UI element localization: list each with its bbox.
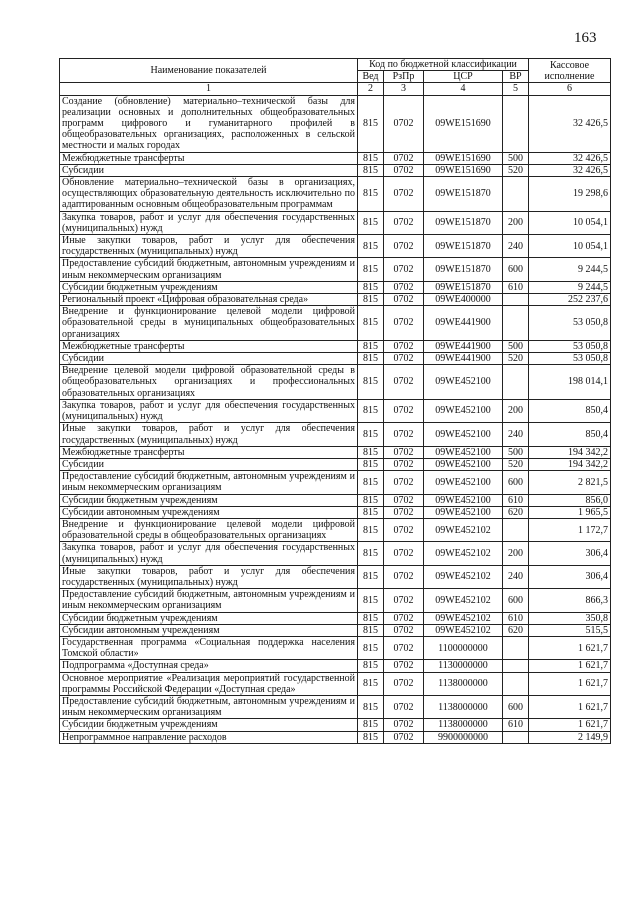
row-ved-cell: 815 <box>358 494 384 506</box>
row-name-cell: Внедрение и функционирование целевой модели цифровой образовательной среды в общеобразовательных организациях <box>60 518 358 541</box>
row-rzpr-cell: 0702 <box>384 612 424 624</box>
row-csr-cell: 1138000000 <box>424 672 503 695</box>
row-vr-cell: 500 <box>503 152 529 164</box>
row-vr-cell <box>503 365 529 400</box>
row-vr-cell: 200 <box>503 399 529 422</box>
row-name-cell: Предоставление субсидий бюджетным, автономным учреждениям и иным некоммерческим организациям <box>60 589 358 612</box>
row-vr-cell: 520 <box>503 353 529 365</box>
row-rzpr-cell: 0702 <box>384 719 424 731</box>
row-csr-cell: 09WE452100 <box>424 506 503 518</box>
row-name-cell: Закупка товаров, работ и услуг для обеспечения государственных (муниципальных) нужд <box>60 542 358 565</box>
row-name-cell: Субсидии <box>60 353 358 365</box>
row-name-cell: Обновление материально–технической базы в организациях, осуществляющих образовательную деятельность исключительно по адаптированным основным общеобразовательным программам <box>60 177 358 212</box>
table-row <box>60 365 611 400</box>
row-name-cell: Государственная программа «Социальная поддержка населения Томской области» <box>60 636 358 659</box>
row-csr-cell: 09WE452102 <box>424 565 503 588</box>
row-amount-cell: 194 342,2 <box>529 458 611 470</box>
row-csr-cell: 09WE151870 <box>424 211 503 234</box>
row-rzpr-cell: 0702 <box>384 399 424 422</box>
row-ved-cell: 815 <box>358 399 384 422</box>
row-ved-cell: 815 <box>358 235 384 258</box>
row-ved-cell: 815 <box>358 95 384 152</box>
row-vr-cell: 610 <box>503 612 529 624</box>
row-csr-cell: 09WE452102 <box>424 612 503 624</box>
header-vr: ВР <box>503 71 529 83</box>
table-row <box>60 95 611 152</box>
row-name-cell: Подпрограмма «Доступная среда» <box>60 660 358 672</box>
row-ved-cell: 815 <box>358 672 384 695</box>
column-index-row <box>60 83 611 95</box>
row-name-cell: Иные закупки товаров, работ и услуг для обеспечения государственных (муниципальных) нужд <box>60 423 358 446</box>
row-vr-cell <box>503 731 529 743</box>
row-csr-cell: 09WE452102 <box>424 518 503 541</box>
table-row <box>60 458 611 470</box>
row-vr-cell <box>503 636 529 659</box>
row-rzpr-cell: 0702 <box>384 731 424 743</box>
row-vr-cell <box>503 95 529 152</box>
row-csr-cell: 09WE400000 <box>424 294 503 306</box>
table-row <box>60 624 611 636</box>
row-ved-cell: 815 <box>358 458 384 470</box>
table-row <box>60 719 611 731</box>
row-rzpr-cell: 0702 <box>384 446 424 458</box>
row-csr-cell: 09WE452100 <box>424 423 503 446</box>
row-ved-cell: 815 <box>358 589 384 612</box>
row-csr-cell: 09WE151690 <box>424 95 503 152</box>
row-vr-cell <box>503 177 529 212</box>
row-rzpr-cell: 0702 <box>384 542 424 565</box>
row-ved-cell: 815 <box>358 446 384 458</box>
row-ved-cell: 815 <box>358 518 384 541</box>
table-row <box>60 281 611 293</box>
row-amount-cell: 850,4 <box>529 423 611 446</box>
row-vr-cell: 520 <box>503 164 529 176</box>
row-amount-cell: 10 054,1 <box>529 211 611 234</box>
table-row <box>60 164 611 176</box>
row-rzpr-cell: 0702 <box>384 506 424 518</box>
row-amount-cell: 32 426,5 <box>529 164 611 176</box>
row-ved-cell: 815 <box>358 340 384 352</box>
row-vr-cell: 500 <box>503 340 529 352</box>
row-vr-cell: 610 <box>503 719 529 731</box>
row-amount-cell: 32 426,5 <box>529 152 611 164</box>
table-row <box>60 471 611 494</box>
budget-table <box>59 58 611 744</box>
row-csr-cell: 09WE452100 <box>424 399 503 422</box>
row-amount-cell: 198 014,1 <box>529 365 611 400</box>
row-name-cell: Закупка товаров, работ и услуг для обеспечения государственных (муниципальных) нужд <box>60 399 358 422</box>
row-amount-cell: 32 426,5 <box>529 95 611 152</box>
header-name: Наименование показателей <box>60 59 358 83</box>
row-vr-cell: 200 <box>503 211 529 234</box>
row-vr-cell <box>503 660 529 672</box>
table-row <box>60 518 611 541</box>
row-csr-cell: 09WE151870 <box>424 258 503 281</box>
table-row <box>60 731 611 743</box>
row-amount-cell: 866,3 <box>529 589 611 612</box>
row-name-cell: Иные закупки товаров, работ и услуг для обеспечения государственных (муниципальных) нужд <box>60 565 358 588</box>
row-amount-cell: 2 821,5 <box>529 471 611 494</box>
table-row <box>60 494 611 506</box>
row-name-cell: Закупка товаров, работ и услуг для обеспечения государственных (муниципальных) нужд <box>60 211 358 234</box>
page-number: 163 <box>574 30 597 46</box>
row-amount-cell: 10 054,1 <box>529 235 611 258</box>
row-ved-cell: 815 <box>358 365 384 400</box>
table-row <box>60 446 611 458</box>
row-vr-cell: 620 <box>503 624 529 636</box>
row-vr-cell <box>503 672 529 695</box>
row-vr-cell: 600 <box>503 258 529 281</box>
row-csr-cell: 1138000000 <box>424 719 503 731</box>
row-rzpr-cell: 0702 <box>384 177 424 212</box>
row-amount-cell: 53 050,8 <box>529 353 611 365</box>
row-rzpr-cell: 0702 <box>384 494 424 506</box>
row-name-cell: Иные закупки товаров, работ и услуг для обеспечения государственных (муниципальных) нужд <box>60 235 358 258</box>
row-rzpr-cell: 0702 <box>384 235 424 258</box>
table-body <box>60 95 611 743</box>
row-rzpr-cell: 0702 <box>384 471 424 494</box>
table-row <box>60 235 611 258</box>
row-csr-cell: 1138000000 <box>424 695 503 718</box>
row-rzpr-cell: 0702 <box>384 306 424 341</box>
row-name-cell: Непрограммное направление расходов <box>60 731 358 743</box>
row-csr-cell: 09WE441900 <box>424 353 503 365</box>
row-vr-cell: 520 <box>503 458 529 470</box>
row-ved-cell: 815 <box>358 471 384 494</box>
row-rzpr-cell: 0702 <box>384 353 424 365</box>
row-name-cell: Создание (обновление) материально–технической базы для реализации основных и дополнительных общеобразовательных программ цифрового и гуманитарного профилей в общеобразовательных организациях, расположенных в сельской местности и малых городах <box>60 95 358 152</box>
header-rzpr: РзПр <box>384 71 424 83</box>
column-index: 1 <box>60 83 358 95</box>
row-amount-cell: 850,4 <box>529 399 611 422</box>
row-name-cell: Основное мероприятие «Реализация мероприятий государственной программы Российской Федерации «Доступная среда» <box>60 672 358 695</box>
row-name-cell: Межбюджетные трансферты <box>60 340 358 352</box>
row-amount-cell: 1 621,7 <box>529 660 611 672</box>
row-vr-cell: 240 <box>503 235 529 258</box>
row-vr-cell: 240 <box>503 565 529 588</box>
row-csr-cell: 09WE441900 <box>424 306 503 341</box>
row-csr-cell: 09WE452100 <box>424 446 503 458</box>
row-ved-cell: 815 <box>358 423 384 446</box>
table-row <box>60 177 611 212</box>
row-rzpr-cell: 0702 <box>384 365 424 400</box>
table-row <box>60 306 611 341</box>
row-ved-cell: 815 <box>358 306 384 341</box>
row-csr-cell: 09WE452102 <box>424 542 503 565</box>
row-rzpr-cell: 0702 <box>384 672 424 695</box>
row-vr-cell: 620 <box>503 506 529 518</box>
row-ved-cell: 815 <box>358 164 384 176</box>
row-amount-cell: 1 172,7 <box>529 518 611 541</box>
table-header <box>60 59 611 96</box>
row-rzpr-cell: 0702 <box>384 636 424 659</box>
row-ved-cell: 815 <box>358 152 384 164</box>
table-row <box>60 542 611 565</box>
table-row <box>60 565 611 588</box>
row-ved-cell: 815 <box>358 258 384 281</box>
row-vr-cell: 610 <box>503 281 529 293</box>
row-amount-cell: 19 298,6 <box>529 177 611 212</box>
row-amount-cell: 1 621,7 <box>529 695 611 718</box>
header-ved: Вед <box>358 71 384 83</box>
row-amount-cell: 1 621,7 <box>529 672 611 695</box>
row-ved-cell: 815 <box>358 281 384 293</box>
row-csr-cell: 1130000000 <box>424 660 503 672</box>
row-csr-cell: 09WE151870 <box>424 235 503 258</box>
row-name-cell: Региональный проект «Цифровая образовательная среда» <box>60 294 358 306</box>
row-vr-cell <box>503 518 529 541</box>
row-rzpr-cell: 0702 <box>384 695 424 718</box>
row-rzpr-cell: 0702 <box>384 458 424 470</box>
header-csr: ЦСР <box>424 71 503 83</box>
table-row <box>60 152 611 164</box>
row-csr-cell: 09WE452100 <box>424 365 503 400</box>
column-index: 5 <box>503 83 529 95</box>
table-row <box>60 660 611 672</box>
row-name-cell: Внедрение целевой модели цифровой образовательной среды в общеобразовательных организациях и профессиональных образовательных организациях <box>60 365 358 400</box>
row-csr-cell: 09WE452100 <box>424 471 503 494</box>
row-name-cell: Внедрение и функционирование целевой модели цифровой образовательной среды в муниципальных общеобразовательных организациях <box>60 306 358 341</box>
column-index: 4 <box>424 83 503 95</box>
row-name-cell: Субсидии бюджетным учреждениям <box>60 612 358 624</box>
row-ved-cell: 815 <box>358 719 384 731</box>
column-index: 6 <box>529 83 611 95</box>
row-rzpr-cell: 0702 <box>384 258 424 281</box>
table-row <box>60 589 611 612</box>
row-csr-cell: 09WE151870 <box>424 281 503 293</box>
row-ved-cell: 815 <box>358 565 384 588</box>
row-vr-cell: 600 <box>503 589 529 612</box>
row-csr-cell: 09WE452102 <box>424 624 503 636</box>
row-rzpr-cell: 0702 <box>384 281 424 293</box>
row-name-cell: Субсидии бюджетным учреждениям <box>60 719 358 731</box>
row-vr-cell: 610 <box>503 494 529 506</box>
row-csr-cell: 09WE452102 <box>424 589 503 612</box>
row-rzpr-cell: 0702 <box>384 164 424 176</box>
row-vr-cell: 240 <box>503 423 529 446</box>
row-ved-cell: 815 <box>358 353 384 365</box>
row-name-cell: Предоставление субсидий бюджетным, автономным учреждениям и иным некоммерческим организациям <box>60 695 358 718</box>
table-row <box>60 695 611 718</box>
row-ved-cell: 815 <box>358 211 384 234</box>
row-rzpr-cell: 0702 <box>384 518 424 541</box>
row-amount-cell: 53 050,8 <box>529 306 611 341</box>
row-rzpr-cell: 0702 <box>384 565 424 588</box>
row-ved-cell: 815 <box>358 660 384 672</box>
row-amount-cell: 1 965,5 <box>529 506 611 518</box>
header-code-group: Код по бюджетной классификации <box>358 59 529 71</box>
column-index: 3 <box>384 83 424 95</box>
row-amount-cell: 515,5 <box>529 624 611 636</box>
row-ved-cell: 815 <box>358 177 384 212</box>
row-name-cell: Межбюджетные трансферты <box>60 152 358 164</box>
row-csr-cell: 09WE452100 <box>424 458 503 470</box>
row-ved-cell: 815 <box>358 624 384 636</box>
table-row <box>60 258 611 281</box>
row-rzpr-cell: 0702 <box>384 340 424 352</box>
row-rzpr-cell: 0702 <box>384 152 424 164</box>
table-row <box>60 506 611 518</box>
row-csr-cell: 09WE441900 <box>424 340 503 352</box>
row-rzpr-cell: 0702 <box>384 589 424 612</box>
row-ved-cell: 815 <box>358 506 384 518</box>
column-index: 2 <box>358 83 384 95</box>
row-ved-cell: 815 <box>358 612 384 624</box>
row-rzpr-cell: 0702 <box>384 423 424 446</box>
row-amount-cell: 9 244,5 <box>529 281 611 293</box>
row-vr-cell: 500 <box>503 446 529 458</box>
row-amount-cell: 306,4 <box>529 542 611 565</box>
row-rzpr-cell: 0702 <box>384 624 424 636</box>
row-name-cell: Субсидии <box>60 164 358 176</box>
row-csr-cell: 09WE151690 <box>424 164 503 176</box>
row-rzpr-cell: 0702 <box>384 95 424 152</box>
row-ved-cell: 815 <box>358 636 384 659</box>
row-amount-cell: 350,8 <box>529 612 611 624</box>
row-name-cell: Предоставление субсидий бюджетным, автономным учреждениям и иным некоммерческим организациям <box>60 258 358 281</box>
row-csr-cell: 09WE151690 <box>424 152 503 164</box>
row-vr-cell: 600 <box>503 471 529 494</box>
row-name-cell: Предоставление субсидий бюджетным, автономным учреждениям и иным некоммерческим организациям <box>60 471 358 494</box>
row-amount-cell: 856,0 <box>529 494 611 506</box>
row-rzpr-cell: 0702 <box>384 660 424 672</box>
row-amount-cell: 2 149,9 <box>529 731 611 743</box>
row-name-cell: Субсидии бюджетным учреждениям <box>60 494 358 506</box>
row-amount-cell: 252 237,6 <box>529 294 611 306</box>
table-row <box>60 399 611 422</box>
row-vr-cell <box>503 294 529 306</box>
header-execution: Кассовое исполнение <box>529 59 611 83</box>
row-ved-cell: 815 <box>358 294 384 306</box>
row-ved-cell: 815 <box>358 695 384 718</box>
row-ved-cell: 815 <box>358 731 384 743</box>
table-row <box>60 353 611 365</box>
table-row <box>60 294 611 306</box>
row-ved-cell: 815 <box>358 542 384 565</box>
row-amount-cell: 9 244,5 <box>529 258 611 281</box>
row-name-cell: Субсидии <box>60 458 358 470</box>
row-rzpr-cell: 0702 <box>384 211 424 234</box>
row-rzpr-cell: 0702 <box>384 294 424 306</box>
row-csr-cell: 1100000000 <box>424 636 503 659</box>
row-amount-cell: 1 621,7 <box>529 636 611 659</box>
row-amount-cell: 1 621,7 <box>529 719 611 731</box>
table-row <box>60 423 611 446</box>
row-name-cell: Субсидии бюджетным учреждениям <box>60 281 358 293</box>
row-vr-cell: 200 <box>503 542 529 565</box>
row-name-cell: Субсидии автономным учреждениям <box>60 506 358 518</box>
table-row <box>60 340 611 352</box>
row-csr-cell: 9900000000 <box>424 731 503 743</box>
row-vr-cell <box>503 306 529 341</box>
row-name-cell: Межбюджетные трансферты <box>60 446 358 458</box>
table-row <box>60 636 611 659</box>
row-amount-cell: 53 050,8 <box>529 340 611 352</box>
table-row <box>60 612 611 624</box>
table-row <box>60 211 611 234</box>
row-vr-cell: 600 <box>503 695 529 718</box>
row-name-cell: Субсидии автономным учреждениям <box>60 624 358 636</box>
row-csr-cell: 09WE151870 <box>424 177 503 212</box>
row-amount-cell: 306,4 <box>529 565 611 588</box>
row-amount-cell: 194 342,2 <box>529 446 611 458</box>
row-csr-cell: 09WE452100 <box>424 494 503 506</box>
table-row <box>60 672 611 695</box>
